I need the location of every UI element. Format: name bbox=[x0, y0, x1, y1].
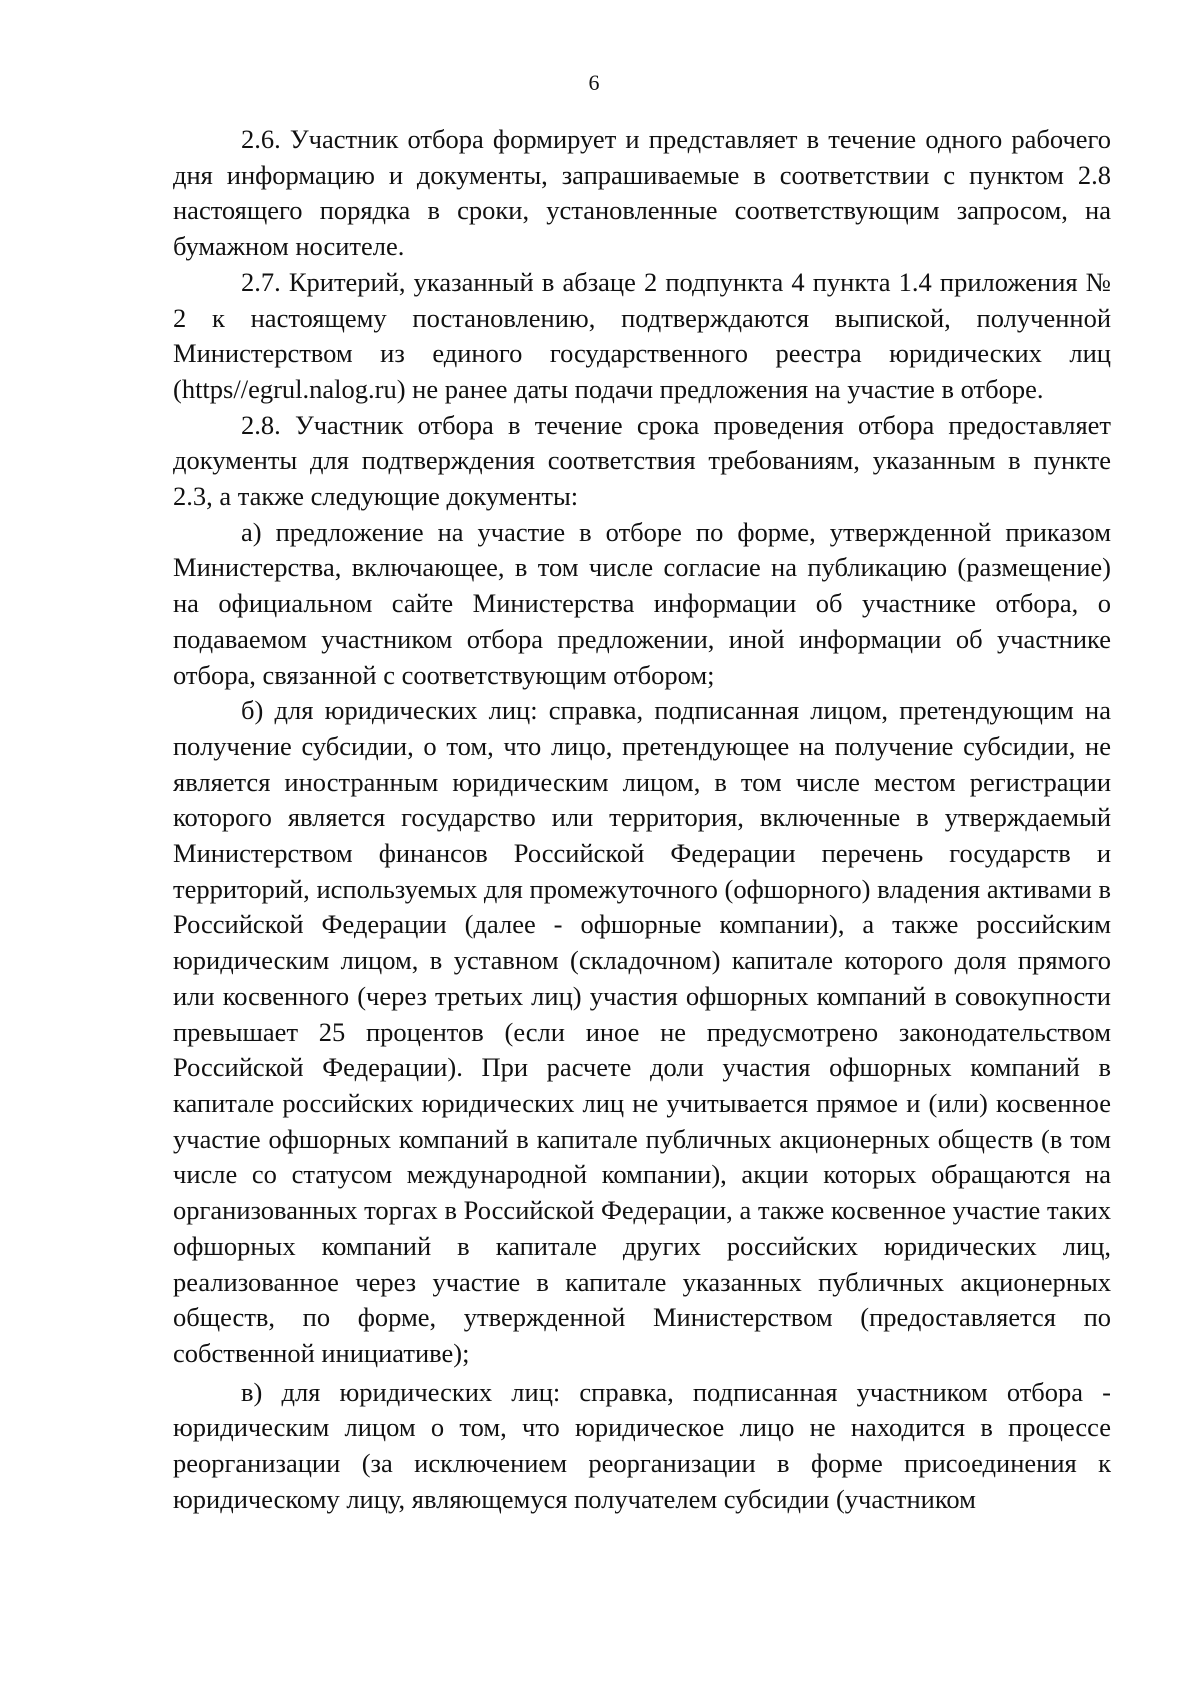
list-item-v: в) для юридических лиц: справка, подписанная участником отбора - юридическим лицом о том, что юридическое лицо не находится в процессе реорганизации (за исключением реорганизации в форме присоединения к юридическому лицу, являющемуся получателем субсидии (участником bbox=[173, 1376, 1111, 1514]
paragraph-2-7: 2.7. Критерий, указанный в абзаце 2 подпункта 4 пункта 1.4 приложения № 2 к настоящему постановлению, подтверждаются выпиской, полученной Министерством из единого государственного реестра юридических лиц (https//egrul.nalog.ru) не ранее даты подачи предложения на участие в отборе. bbox=[173, 266, 1111, 404]
document-body bbox=[173, 122, 1111, 1517]
list-item-b: б) для юридических лиц: справка, подписанная лицом, претендующим на получение субсидии, о том, что лицо, претендующее на получение субсидии, не является иностранным юридическим лицом, в том числе местом регистрации которого является государство или территория, включенные в утверждаемый Министерством финансов Российской Федерации перечень государств и территорий, используемых для промежуточного (офшорного) владения активами в Российской Федерации (далее - офшорные компании), а также российским юридическим лицом, в уставном (складочном) капитале которого доля прямого или косвенного (через третьих лиц) участия офшорных компаний в совокупности превышает 25 процентов (если иное не предусмотрено законодательством Российской Федерации). При расчете доли участия офшорных компаний в капитале российских юридических лиц не учитывается прямое и (или) косвенное участие офшорных компаний в капитале публичных акционерных обществ (в том числе со статусом международной компании), акции которых обращаются на организованных торгах в Российской Федерации, а также косвенное участие таких офшорных компаний в капитале других российских юридических лиц, реализованное через участие в капитале указанных публичных акционерных обществ, по форме, утвержденной Министерством (предоставляется по собственной инициативе); bbox=[173, 695, 1111, 1368]
paragraph-2-8: 2.8. Участник отбора в течение срока проведения отбора предоставляет документы для подтверждения соответствия требованиям, указанным в пункте 2.3, а также следующие документы: bbox=[173, 409, 1111, 512]
paragraph-2-6: 2.6. Участник отбора формирует и представляет в течение одного рабочего дня информацию и документы, запрашиваемые в соответствии с пунктом 2.8 настоящего порядка в сроки, установленные соответствующим запросом, на бумажном носителе. bbox=[173, 124, 1111, 262]
page-number: 6 bbox=[588, 70, 600, 95]
list-item-a: а) предложение на участие в отборе по форме, утвержденной приказом Министерства, включающее, в том числе согласие на публикацию (размещение) на официальном сайте Министерства информации об участнике отбора, о подаваемом участником отбора предложении, иной информации об участнике отбора, связанной с соответствующим отбором; bbox=[173, 516, 1111, 690]
